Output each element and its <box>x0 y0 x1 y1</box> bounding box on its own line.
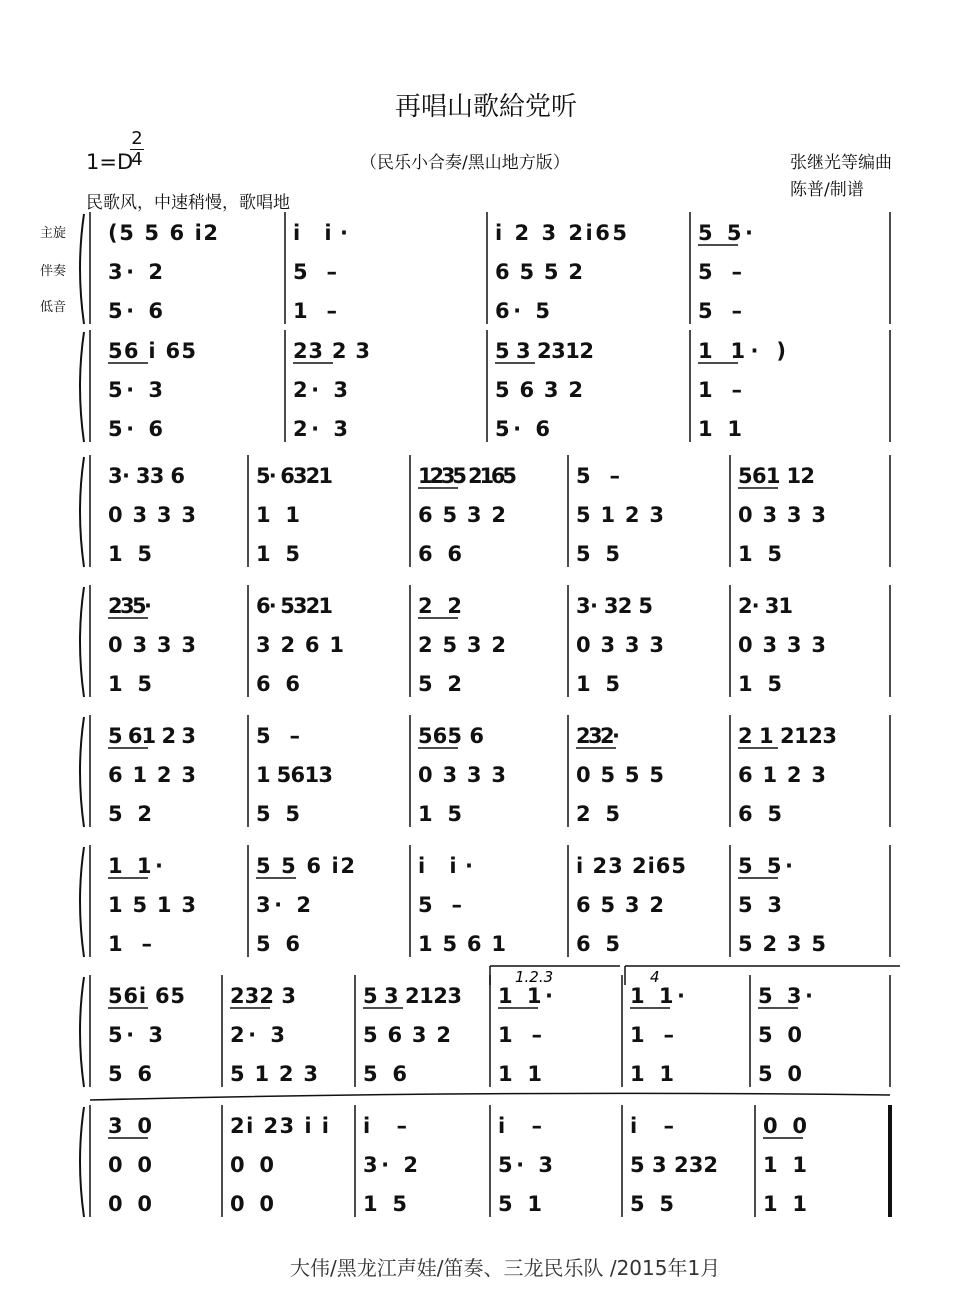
measure-notes: 565 6 <box>418 724 484 748</box>
measure-notes: 56i 65 <box>108 984 185 1008</box>
measure-notes: 0 3 3 3 <box>418 763 506 787</box>
measure-notes: 1 5 <box>108 672 152 696</box>
measure-notes: 5 – <box>698 299 742 323</box>
system-bracket <box>80 847 84 957</box>
measure-notes: 5 5· <box>698 221 753 245</box>
measure-notes: 6 6 <box>418 542 462 566</box>
measure-notes: 5 0 <box>758 1062 802 1086</box>
measure-notes: 5 1 <box>498 1192 542 1216</box>
measure-notes: 5· 3 <box>108 1023 163 1047</box>
measure-notes: 0 0 <box>230 1192 274 1216</box>
measure-notes: 2 2 <box>418 594 462 618</box>
score-subtitle: （民乐小合奏/黑山地方版） <box>360 153 570 173</box>
measure-notes: 1 5 <box>738 542 782 566</box>
system-bracket <box>80 332 84 442</box>
measure-notes: 6 1 2 3 <box>738 763 826 787</box>
measure-notes: 3· 2 <box>108 260 163 284</box>
volta-label-2: 4 <box>650 968 660 986</box>
measure-notes: 6 5 <box>738 802 782 826</box>
tie-curve <box>90 1093 890 1100</box>
measure-notes: 2i 23 i i <box>230 1114 329 1138</box>
measure-notes: 1 1 <box>763 1192 807 1216</box>
measure-notes: 0 3 3 3 <box>738 633 826 657</box>
key-signature: 1=D <box>86 150 134 174</box>
measure-notes: 1 – <box>293 299 337 323</box>
measure-notes: 1 5 <box>418 802 462 826</box>
measure-notes: 0 3 3 3 <box>108 503 196 527</box>
measure-notes: 1 1· <box>108 854 163 878</box>
system-bracket <box>80 1107 84 1217</box>
measure-notes: 5 2 <box>108 802 152 826</box>
measure-notes: 1 5 6 1 <box>418 932 506 956</box>
measure-notes: 1 1 <box>698 417 742 441</box>
measure-notes: 5· 6 <box>108 299 163 323</box>
measure-notes: 6 5 5 2 <box>495 260 583 284</box>
measure-notes: 0 5 5 5 <box>576 763 664 787</box>
measure-notes: i – <box>630 1114 674 1138</box>
composer-credit: 张继光等编曲 <box>790 153 892 173</box>
measure-notes: 5 6 <box>363 1062 407 1086</box>
measure-notes: 5 5 <box>256 802 300 826</box>
measure-notes: 2· 3 <box>293 378 348 402</box>
measure-notes: i – <box>498 1114 542 1138</box>
system-bracket <box>80 977 84 1087</box>
measure-notes: 5 1 2 3 <box>230 1062 318 1086</box>
measure-notes: 1 5613 <box>256 763 333 787</box>
measure-notes: 1 5 <box>256 542 300 566</box>
time-numerator: 2 <box>131 128 143 149</box>
measure-notes: 5 3 232 <box>630 1153 718 1177</box>
measure-notes: 3· 32 5 <box>576 594 653 618</box>
measure-notes: i i· <box>293 221 348 245</box>
performance-credit: 大伟/黑龙江声娃/笛奏、三龙民乐队 /2015年1月 <box>290 1256 721 1280</box>
measure-notes: 3· 33 6 <box>108 464 185 488</box>
measure-notes: 0 3 3 3 <box>108 633 196 657</box>
measure-notes: 3 0 <box>108 1114 152 1138</box>
measure-notes: 5 – <box>293 260 337 284</box>
measure-notes: 5 3 <box>738 893 782 917</box>
measure-notes: 3 2 6 1 <box>256 633 344 657</box>
system-bracket <box>80 457 84 567</box>
measure-notes: 5 6 <box>108 1062 152 1086</box>
measure-notes: 1 1 <box>256 503 300 527</box>
measure-notes: 5· 3 <box>498 1153 553 1177</box>
measure-notes: 1 5 <box>363 1192 407 1216</box>
measure-notes: 5 3 2312 <box>495 339 594 363</box>
measure-notes: 5 1 2 3 <box>576 503 664 527</box>
arranger-credit: 陈普/制谱 <box>790 180 864 200</box>
part-label-bass: 低音 <box>40 300 67 315</box>
measure-notes: 5· 6 <box>108 417 163 441</box>
measure-notes: 561 12 <box>738 464 815 488</box>
measure-notes: 1235 2165 <box>418 464 517 488</box>
measure-notes: 5· 6 <box>495 417 550 441</box>
measure-notes: 5 5 <box>630 1192 674 1216</box>
measure-notes: 56 i 65 <box>108 339 196 363</box>
measure-notes: 5 3 2123 <box>363 984 462 1008</box>
measure-notes: 5 6 3 2 <box>495 378 583 402</box>
measure-notes: 1 1· ) <box>698 339 786 363</box>
measure-notes: 5· 3 <box>108 378 163 402</box>
measure-notes: 6 5 <box>576 932 620 956</box>
measure-notes: 1 1 <box>763 1153 807 1177</box>
measure-notes: 1 – <box>630 1023 674 1047</box>
measure-notes: 0 3 3 3 <box>576 633 664 657</box>
measure-notes: 232 3 <box>230 984 296 1008</box>
measure-notes: 1 5 <box>108 542 152 566</box>
measure-notes: 1 – <box>498 1023 542 1047</box>
measure-notes: 6· 5321 <box>256 594 333 618</box>
measure-notes: 2 5 3 2 <box>418 633 506 657</box>
measure-notes: 6 1 2 3 <box>108 763 196 787</box>
measure-notes: 6 5 3 2 <box>576 893 664 917</box>
measure-notes: 1 1 <box>630 1062 674 1086</box>
measure-notes: (5 5 6 i2 <box>108 221 218 245</box>
measure-notes: 23 2 3 <box>293 339 370 363</box>
measure-notes: 5 – <box>418 893 462 917</box>
measure-notes: 1 5 1 3 <box>108 893 196 917</box>
measure-notes: 5 3· <box>758 984 813 1008</box>
measure-notes: 0 0 <box>108 1153 152 1177</box>
measure-notes: 5 5· <box>738 854 793 878</box>
measure-notes: i i· <box>418 854 473 878</box>
volta-label-1: 1.2.3 <box>515 968 554 986</box>
time-denominator: 4 <box>131 149 143 170</box>
measure-notes: 1 1· <box>498 984 553 1008</box>
measure-notes: 1 1· <box>630 984 685 1008</box>
measure-notes: 5 2 3 5 <box>738 932 826 956</box>
measure-notes: 2 1 2123 <box>738 724 837 748</box>
measure-notes: i 23 2i65 <box>576 854 686 878</box>
measure-notes: 5 – <box>576 464 620 488</box>
measure-notes: 0 0 <box>108 1192 152 1216</box>
part-label-melody: 主旋 <box>40 226 67 241</box>
system-bracket <box>80 717 84 827</box>
measure-notes: 3· 2 <box>256 893 311 917</box>
measure-notes: 2 5 <box>576 802 620 826</box>
measure-notes: 5 6 <box>256 932 300 956</box>
measure-notes: 6 5 3 2 <box>418 503 506 527</box>
measure-notes: 5 – <box>256 724 300 748</box>
measure-notes: 5 61 2 3 <box>108 724 196 748</box>
measure-notes: 0 3 3 3 <box>738 503 826 527</box>
measure-notes: 1 1 <box>498 1062 542 1086</box>
score-title: 再唱山歌給党听 <box>394 92 577 122</box>
measure-notes: 1 5 <box>738 672 782 696</box>
measure-notes: 1 – <box>108 932 152 956</box>
measure-notes: 5 0 <box>758 1023 802 1047</box>
measure-notes: 5 – <box>698 260 742 284</box>
measure-notes: i 2 3 2i65 <box>495 221 627 245</box>
system-bracket <box>80 214 84 324</box>
measure-notes: 1 – <box>698 378 742 402</box>
measure-notes: 0 0 <box>230 1153 274 1177</box>
measure-notes: 3· 2 <box>363 1153 418 1177</box>
measure-notes: 235· <box>108 594 152 618</box>
measure-notes: 6· 5 <box>495 299 550 323</box>
part-label-accompaniment: 伴奏 <box>40 264 67 279</box>
measure-notes: 5· 6321 <box>256 464 333 488</box>
measure-notes: 6 6 <box>256 672 300 696</box>
measure-notes: 5 2 <box>418 672 462 696</box>
measure-notes: 5 6 3 2 <box>363 1023 451 1047</box>
system-bracket <box>80 587 84 697</box>
measure-notes: 2· 3 <box>230 1023 285 1047</box>
measure-notes: 5 5 <box>576 542 620 566</box>
measure-notes: 2· 3 <box>293 417 348 441</box>
measure-notes: 0 0 <box>763 1114 807 1138</box>
measure-notes: 5 5 6 i2 <box>256 854 355 878</box>
measure-notes: 2· 31 <box>738 594 793 618</box>
measure-notes: 1 5 <box>576 672 620 696</box>
measure-notes: 232· <box>576 724 620 748</box>
tempo-marking: 民歌风，中速稍慢，歌唱地 <box>86 193 290 213</box>
measure-notes: i – <box>363 1114 407 1138</box>
